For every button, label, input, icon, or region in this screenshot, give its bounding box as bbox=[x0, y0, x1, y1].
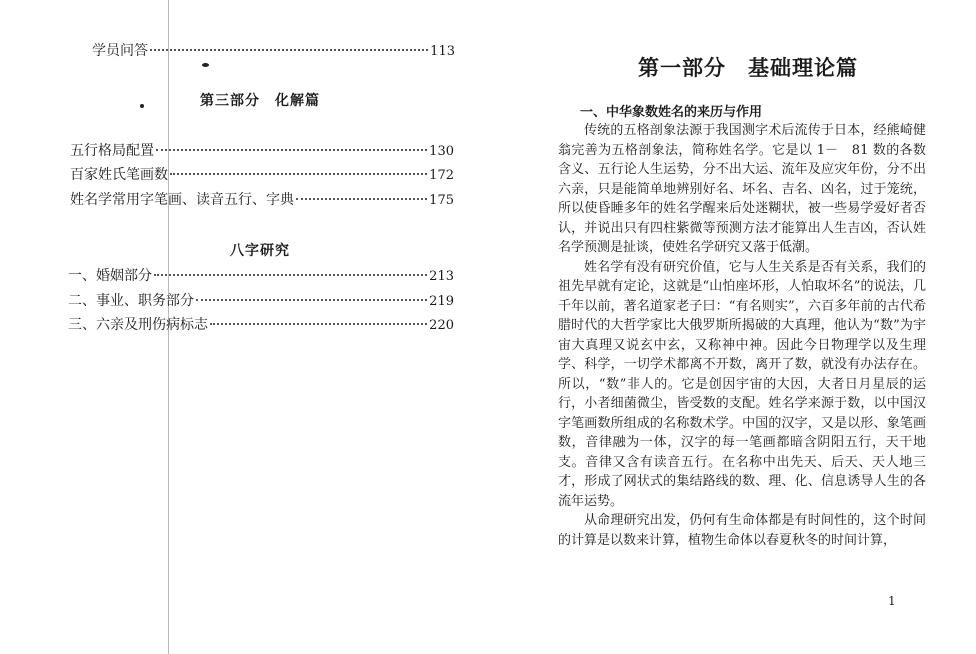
toc-entry-page: 172 bbox=[429, 168, 454, 183]
toc-leader-dots bbox=[156, 149, 427, 151]
toc-entry-title: 百家姓氏笔画数 bbox=[70, 167, 168, 183]
section-heading: 一、中华象数姓名的来历与作用 bbox=[580, 105, 763, 120]
toc-entry-page: 220 bbox=[429, 318, 454, 333]
part3-heading: 第三部分 化解篇 bbox=[200, 93, 320, 109]
toc-entry-title: 学员问答 bbox=[92, 43, 148, 59]
toc-entry bbox=[70, 140, 454, 160]
toc-leader-dots bbox=[210, 323, 427, 325]
bazi-heading: 八字研究 bbox=[230, 243, 290, 259]
ink-speck bbox=[140, 104, 144, 108]
toc-leader-dots bbox=[170, 173, 427, 175]
toc-entry-page: 175 bbox=[429, 193, 454, 208]
toc-leader-dots bbox=[296, 198, 427, 200]
toc-entry bbox=[70, 164, 454, 184]
paragraph: 从命理研究出发，仍何有生命体都是有时间性的，这个时间的计算是以数来计算，植物生命体以春夏秋冬的时间计算， bbox=[558, 513, 926, 548]
toc-entry-page: 113 bbox=[430, 44, 455, 59]
body-text bbox=[558, 121, 926, 550]
toc-entry bbox=[92, 40, 455, 60]
ink-speck bbox=[202, 63, 209, 67]
toc-entry-title: 二、事业、职务部分 bbox=[68, 293, 194, 309]
toc-entry-page: 130 bbox=[429, 144, 454, 159]
toc-entry bbox=[68, 290, 454, 310]
toc-leader-dots bbox=[154, 274, 427, 276]
toc-entry-title: 五行格局配置 bbox=[70, 143, 154, 159]
toc-leader-dots bbox=[196, 299, 427, 301]
toc-entry-title: 三、六亲及刑伤病标志 bbox=[68, 317, 208, 333]
paragraph: 姓名学有没有研究价值，它与人生关系是否有关系，我们的祖先早就有定论，这就是“山怕座坏形，人怕取坏名”的说法，几千年以前，著名道家老子曰：“有名则实”，六百多年前的古代希腊时代的大哲学家比大俄罗斯所揭破的大真理，他认为“数”为宇宙大真理又说玄中玄，又称神中神。因此今日物理学以及生理学、科学，一切学术都离不开数，离开了数，就没有办法存在。所以，“数”非人的。它是创因宇宙的大因，大者日月星辰的运行，小者细菌微尘，皆受数的支配。姓名学来源于数，以中国汉字笔画数所组成的名称数术学。中国的汉字，又是以形、象笔画数，音律融为一体，汉字的每一笔画都暗含阴阳五行，天干地支。音律又含有读音五行。在名称中出先天、后天、天人地三才，形成了网状式的集结路线的数、理、化、信息诱导人生的各流年运势。 bbox=[558, 259, 926, 509]
toc-entry-title: 姓名学常用字笔画、读音五行、字典 bbox=[70, 192, 294, 208]
toc-entry bbox=[68, 314, 454, 334]
toc-entry bbox=[70, 189, 454, 209]
paragraph: 传统的五格剖象法源于我国测字术后流传于日本，经熊崎健翁完善为五格剖象法，简称姓名学。它是以 1－ 81 数的各数含义、五行论人生运势，分不出大运、流年及应灾年份，分不出六亲，只是能简单地辨别好名、坏名、吉名、凶名，过于笼统，所以使昏睡多年的姓名学醒来后处迷糊状，被一些易学爱好者否认，并说出只有四柱紫微等预测方法才能算出人生吉凶，否认姓名学预测是扯谈，使姓名学研究又落于低潮。 bbox=[558, 123, 926, 255]
toc-entry-title: 一、婚姻部分 bbox=[68, 268, 152, 284]
toc-leader-dots bbox=[150, 49, 428, 51]
toc-entry bbox=[68, 265, 454, 285]
part-title: 第一部分 基础理论篇 bbox=[638, 56, 858, 80]
toc-entry-page: 219 bbox=[429, 294, 454, 309]
page-number: 1 bbox=[888, 594, 896, 608]
toc-entry-page: 213 bbox=[429, 269, 454, 284]
